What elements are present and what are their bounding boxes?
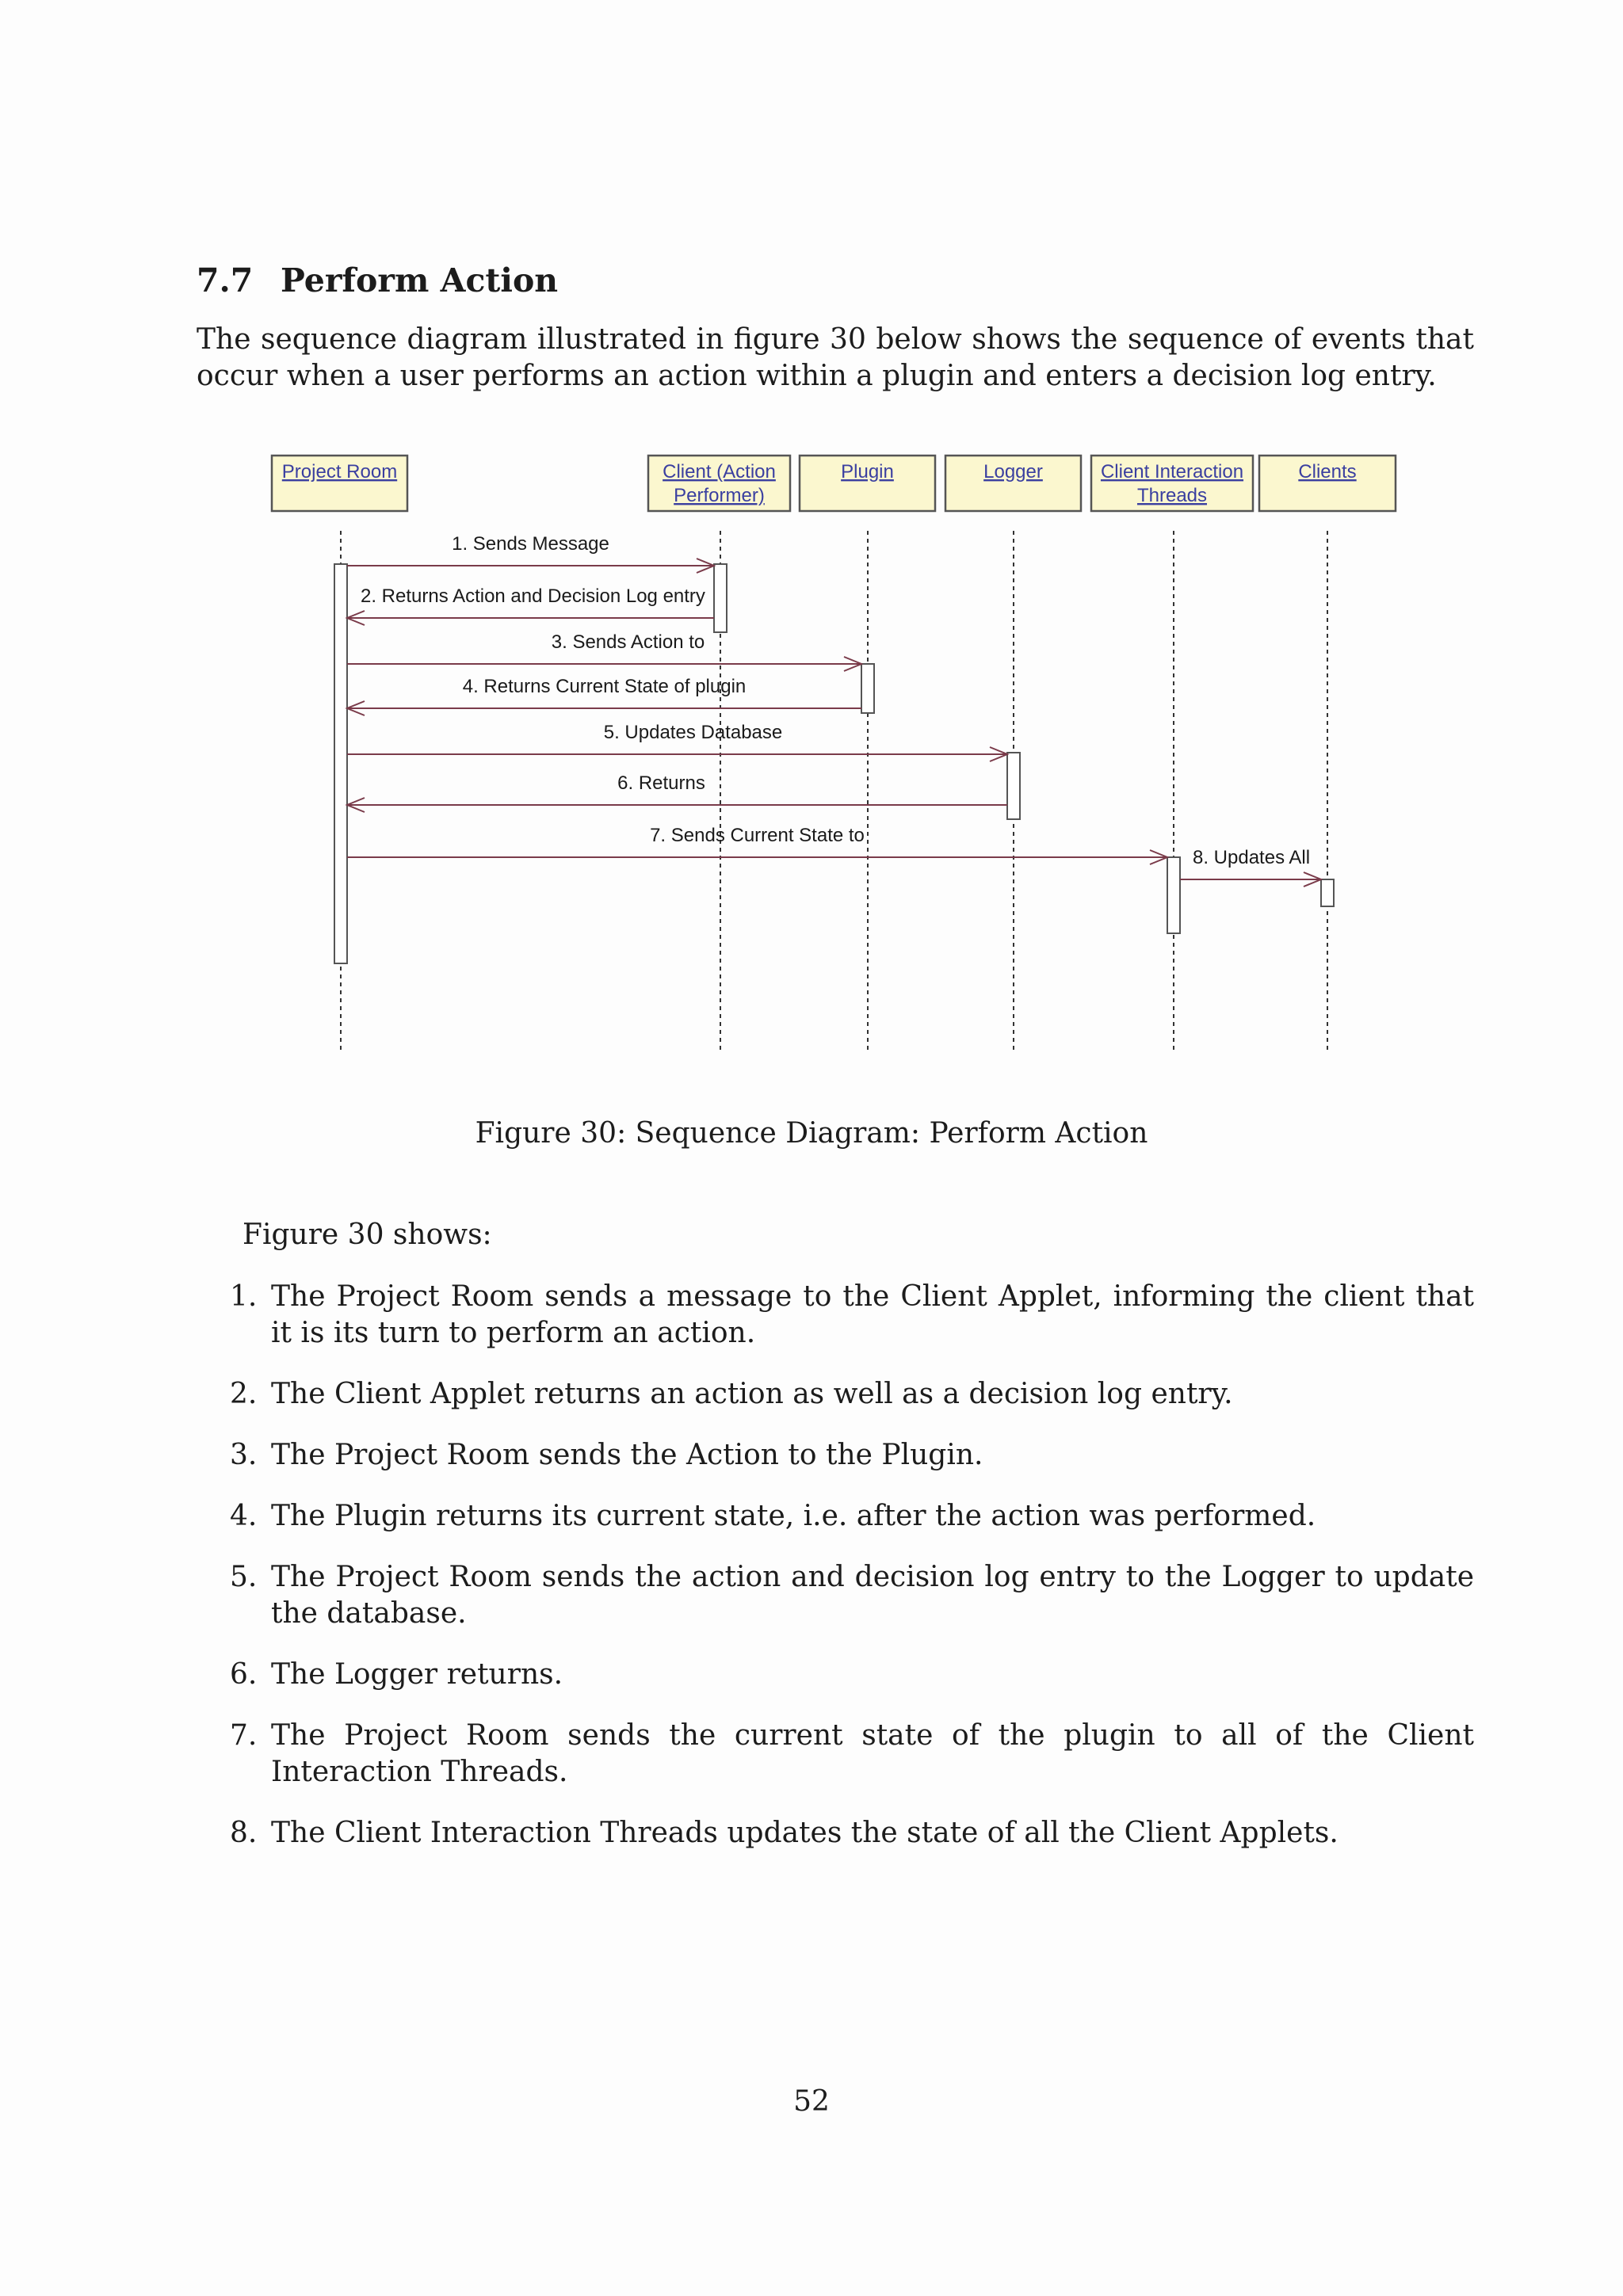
activation-bar-client-interaction-threads xyxy=(1167,857,1180,933)
activation-bar-logger xyxy=(1007,753,1020,819)
list-marker: 1. xyxy=(230,1280,258,1313)
lifeline-label-client-interaction-threads: Client Interaction xyxy=(1100,461,1244,482)
message-label-6: 6. Returns xyxy=(617,772,705,794)
lifeline-label-logger: Logger xyxy=(983,461,1043,482)
list-item xyxy=(197,1279,1474,1352)
lifeline-label-client-interaction-threads: Threads xyxy=(1136,485,1208,506)
list-item-text: The Client Interaction Threads updates the state of all the Client Applets. xyxy=(271,1817,1338,1849)
lifeline-label-plugin: Plugin xyxy=(841,461,894,482)
activation-bar-client-action-performer xyxy=(714,564,727,632)
list-item-text: The Client Applet returns an action as well as a decision log entry. xyxy=(271,1378,1233,1410)
message-label-2: 2. Returns Action and Decision Log entry xyxy=(361,585,705,607)
list-item xyxy=(197,1559,1474,1632)
list-item-text: The Project Room sends the current state of the plugin to all of the Client Interaction Threads. xyxy=(271,1719,1474,1788)
list-marker: 4. xyxy=(230,1500,258,1532)
list-item-text: The Plugin returns its current state, i.e. after the action was performed. xyxy=(271,1500,1316,1532)
list-item xyxy=(197,1718,1474,1791)
lifeline-label-client-action-performer: Client (Action xyxy=(663,461,776,482)
message-label-8: 8. Updates All xyxy=(1193,847,1311,868)
activation-bar-plugin xyxy=(861,664,874,713)
list-marker: 5. xyxy=(230,1561,258,1593)
list-marker: 3. xyxy=(230,1439,258,1471)
page-number: 52 xyxy=(793,2085,830,2118)
lifeline-label-project-room: Project Room xyxy=(281,461,398,482)
list-marker: 2. xyxy=(230,1378,258,1410)
intro-paragraph: The sequence diagram illustrated in figure 30 below shows the sequence of events that occur when a user performs an action within a plugin and enters a decision log entry. xyxy=(197,323,1474,392)
activation-bar-project-room xyxy=(334,564,347,963)
list-item xyxy=(197,1815,1474,1852)
figure-caption: Figure 30: Sequence Diagram: Perform Action xyxy=(475,1117,1148,1150)
list-item-text: The Project Room sends a message to the Client Applet, informing the client that it is its turn to perform an action. xyxy=(271,1280,1474,1349)
list-item xyxy=(197,1376,1474,1413)
list-marker: 8. xyxy=(230,1817,258,1849)
list-item xyxy=(197,1657,1474,1693)
section-title: Perform Action xyxy=(281,261,559,299)
section-number: 7.7 xyxy=(197,261,254,299)
activation-bar-clients xyxy=(1321,879,1334,906)
list-item xyxy=(197,1437,1474,1474)
list-marker: 7. xyxy=(230,1719,258,1752)
message-label-1: 1. Sends Message xyxy=(452,533,609,555)
list-item-text: The Project Room sends the Action to the Plugin. xyxy=(271,1439,983,1471)
lifeline-label-client-action-performer: Performer) xyxy=(674,485,765,506)
list-item-text: The Project Room sends the action and decision log entry to the Logger to update the database. xyxy=(271,1561,1474,1630)
message-label-7: 7. Sends Current State to xyxy=(650,825,865,846)
message-label-4: 4. Returns Current State of plugin xyxy=(462,676,747,697)
list-item-text: The Logger returns. xyxy=(271,1658,563,1691)
lifeline-label-clients: Clients xyxy=(1298,461,1357,482)
message-label-5: 5. Updates Database xyxy=(603,722,783,743)
message-label-3: 3. Sends Action to xyxy=(551,631,705,653)
steps-list xyxy=(197,1279,1474,1876)
list-intro: Figure 30 shows: xyxy=(242,1219,492,1251)
list-item xyxy=(197,1498,1474,1535)
list-marker: 6. xyxy=(230,1658,258,1691)
